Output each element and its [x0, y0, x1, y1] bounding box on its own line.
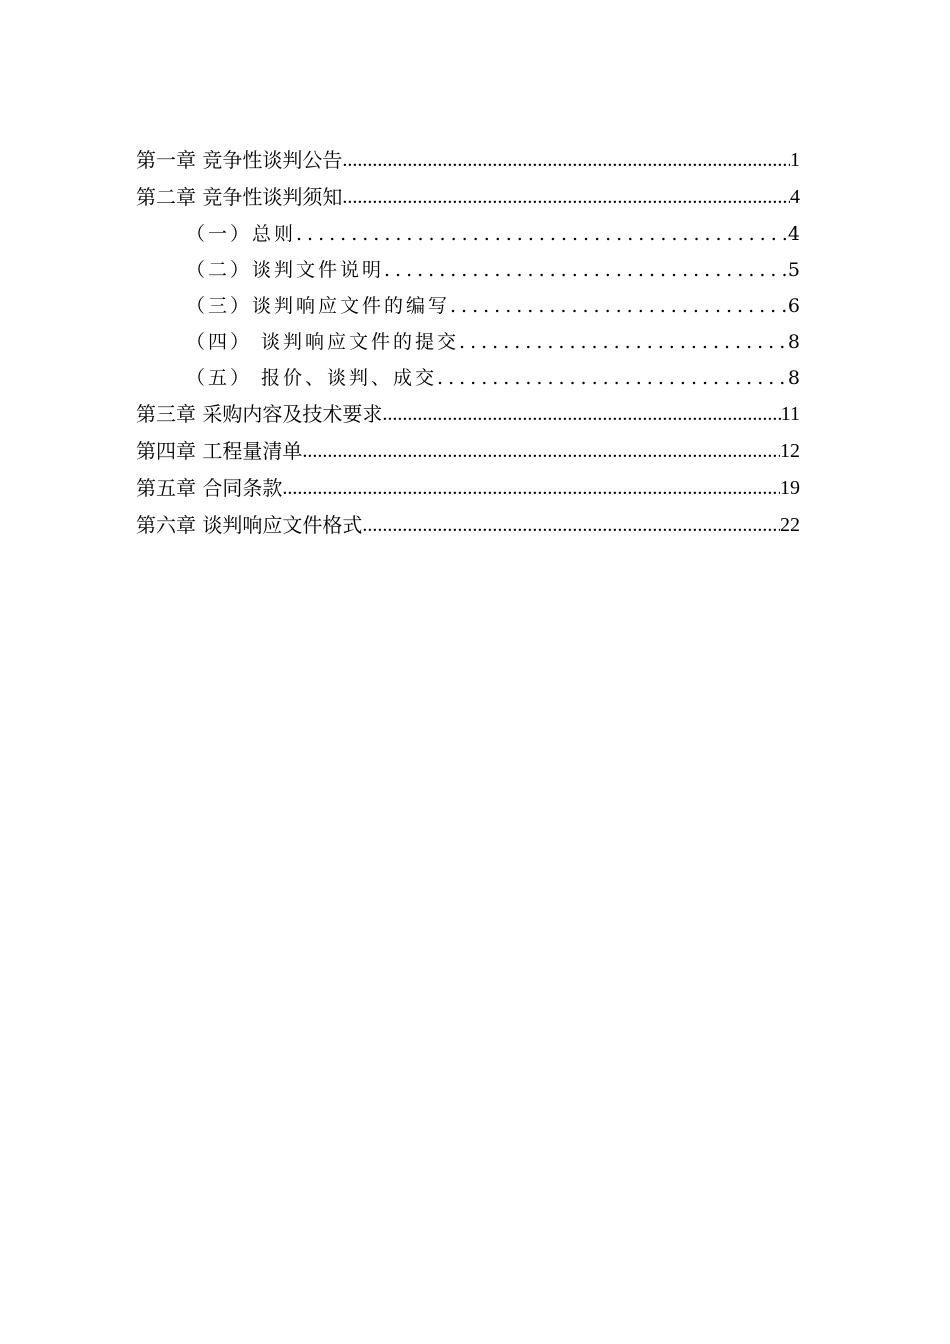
toc-entry-title: （五） 报价、谈判、成交 [186, 367, 438, 389]
toc-entry-title: （三）谈判响应文件的编写 [186, 295, 451, 317]
toc-page-number: 19 [780, 477, 800, 499]
toc-entry-title: 第一章 竞争性谈判公告 [136, 148, 343, 172]
toc-page-number: 6 [787, 295, 800, 317]
toc-entry-title: 第三章 采购内容及技术要求 [136, 402, 383, 426]
toc-entry-chapter-3[interactable] [136, 396, 800, 433]
toc-page-number: 8 [787, 367, 800, 389]
toc-page-number: 1 [790, 149, 800, 171]
toc-entry-section-5[interactable] [136, 360, 800, 396]
toc-dot-leader [384, 252, 788, 288]
toc-entry-title: （二）谈判文件说明 [186, 259, 385, 281]
toc-entry-section-3[interactable] [136, 288, 800, 324]
toc-page-number: 8 [787, 331, 800, 353]
toc-dot-leader [362, 507, 780, 544]
toc-entry-title: 第五章 合同条款 [136, 476, 283, 500]
toc-entry-title: （一）总则 [186, 223, 297, 245]
toc-dot-leader [296, 216, 788, 252]
toc-entry-chapter-4[interactable] [136, 433, 800, 470]
toc-page-number: 4 [790, 186, 800, 208]
toc-page-number: 22 [780, 514, 800, 536]
toc-page-number: 11 [780, 403, 800, 425]
toc-entry-section-4[interactable] [136, 324, 800, 360]
toc-entry-section-1[interactable] [136, 216, 800, 252]
toc-entry-title: 第六章 谈判响应文件格式 [136, 513, 363, 537]
toc-dot-leader [450, 288, 788, 324]
toc-entry-section-2[interactable] [136, 252, 800, 288]
toc-dot-leader [437, 360, 788, 396]
toc-entry-chapter-1[interactable] [136, 142, 800, 179]
toc-dot-leader [342, 179, 790, 216]
table-of-contents [136, 142, 800, 544]
toc-page-number: 5 [787, 259, 800, 281]
toc-page-number: 4 [787, 223, 800, 245]
toc-entry-chapter-2[interactable] [136, 179, 800, 216]
toc-dot-leader [282, 470, 780, 507]
toc-dot-leader [382, 396, 780, 433]
toc-entry-title: （四） 谈判响应文件的提交 [186, 331, 460, 353]
toc-entry-title: 第二章 竞争性谈判须知 [136, 185, 343, 209]
toc-entry-title: 第四章 工程量清单 [136, 439, 303, 463]
toc-dot-leader [302, 433, 780, 470]
toc-entry-chapter-6[interactable] [136, 507, 800, 544]
toc-dot-leader [459, 324, 788, 360]
toc-page-number: 12 [780, 440, 800, 462]
toc-entry-chapter-5[interactable] [136, 470, 800, 507]
toc-dot-leader [342, 142, 790, 179]
